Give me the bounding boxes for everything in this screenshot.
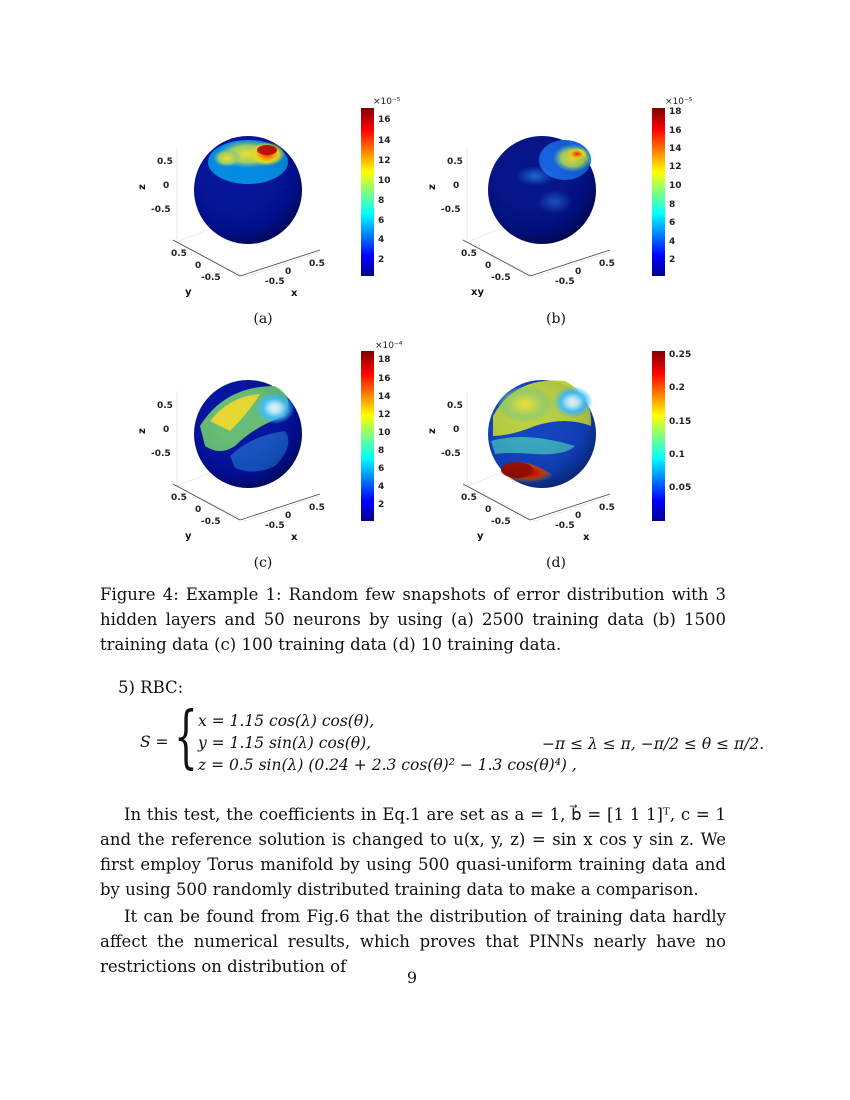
colorbar-tick: 16 bbox=[378, 115, 391, 125]
x-tick: 0.5 bbox=[599, 503, 615, 513]
colorbar-tick: 12 bbox=[378, 410, 391, 420]
colorbar-tick: 10 bbox=[378, 428, 391, 438]
x-tick: -0.5 bbox=[265, 521, 285, 531]
subfigure-label-d: (d) bbox=[546, 555, 566, 571]
colorbar bbox=[361, 108, 374, 276]
page-number: 9 bbox=[406, 968, 418, 987]
x-axis-label: x bbox=[291, 532, 298, 543]
z-tick: 0.5 bbox=[157, 157, 173, 167]
sphere-plot-d bbox=[425, 336, 805, 566]
colorbar bbox=[652, 108, 665, 276]
z-tick: -0.5 bbox=[151, 205, 171, 215]
colorbar-tick: 12 bbox=[378, 156, 391, 166]
equation-line-z: z = 0.5 sin(λ) (0.24 + 2.3 cos(θ)² − 1.3 cos(θ)⁴) , bbox=[198, 756, 577, 774]
x-tick: -0.5 bbox=[265, 277, 285, 287]
z-tick: 0.5 bbox=[447, 401, 463, 411]
colorbar-tick: 10 bbox=[378, 176, 391, 186]
colorbar-tick: 0.2 bbox=[669, 383, 685, 393]
z-axis-label: z bbox=[427, 428, 438, 434]
x-axis-label: x bbox=[583, 532, 590, 543]
colorbar-tick: 16 bbox=[669, 126, 682, 136]
body-paragraph-1: In this test, the coefficients in Eq.1 are set as a = 1, b⃗ = [1 1 1]ᵀ, c = 1 and the reference solution is changed to u(x, y, z) = sin x cos y sin z. We first employ Torus manifold by using 500 quasi-uniform training data and by using 500 randomly distributed training data to make a comparison. bbox=[100, 805, 726, 899]
y-tick: -0.5 bbox=[491, 273, 511, 283]
equation-line-y: y = 1.15 sin(λ) cos(θ), bbox=[198, 734, 372, 752]
figure-panel-b bbox=[425, 92, 805, 322]
z-tick: 0 bbox=[453, 425, 460, 435]
y-tick: 0.5 bbox=[461, 249, 477, 259]
z-tick: -0.5 bbox=[151, 449, 171, 459]
z-tick: 0 bbox=[163, 181, 170, 191]
colorbar-tick: 0.25 bbox=[669, 350, 692, 360]
colorbar-tick: 4 bbox=[378, 235, 385, 245]
colorbar-tick: 6 bbox=[378, 216, 385, 226]
figure-caption: Figure 4: Example 1: Random few snapshots of error distribution with 3 hidden layers and 50 neurons by using (a) 2500 training data (b) 1500 training data (c) 100 training data (d) 10 training data. bbox=[100, 585, 726, 654]
y-axis-label: y bbox=[185, 531, 192, 542]
equation-lhs: S = bbox=[140, 733, 169, 751]
x-tick: -0.5 bbox=[555, 521, 575, 531]
z-tick: -0.5 bbox=[441, 205, 461, 215]
colorbar-tick: 18 bbox=[669, 107, 682, 117]
colorbar-exponent: ×10⁻⁴ bbox=[375, 341, 403, 351]
colorbar-tick: 6 bbox=[378, 464, 385, 474]
x-tick: 0 bbox=[575, 511, 582, 521]
colorbar-tick: 4 bbox=[378, 482, 385, 492]
x-tick: -0.5 bbox=[555, 277, 575, 287]
z-axis-label: z bbox=[137, 184, 148, 190]
colorbar-tick: 0.05 bbox=[669, 483, 692, 493]
colorbar-tick: 18 bbox=[378, 355, 391, 365]
colorbar-tick: 4 bbox=[669, 237, 676, 247]
colorbar-tick: 2 bbox=[378, 500, 385, 510]
x-tick: 0 bbox=[285, 511, 292, 521]
x-tick: 0 bbox=[285, 267, 292, 277]
section-item-label: 5) RBC: bbox=[118, 678, 184, 697]
x-axis-label: x bbox=[291, 288, 298, 299]
equation-block bbox=[140, 698, 765, 780]
y-tick: 0 bbox=[195, 505, 202, 515]
z-tick: 0 bbox=[163, 425, 170, 435]
colorbar-tick: 14 bbox=[378, 136, 391, 146]
figure-panel-d bbox=[425, 336, 805, 566]
y-tick: -0.5 bbox=[491, 517, 511, 527]
z-tick: 0.5 bbox=[157, 401, 173, 411]
z-tick: -0.5 bbox=[441, 449, 461, 459]
z-tick: 0 bbox=[453, 181, 460, 191]
y-tick: 0 bbox=[485, 261, 492, 271]
y-tick: -0.5 bbox=[201, 273, 221, 283]
equation-range: −π ≤ λ ≤ π, −π/2 ≤ θ ≤ π/2. bbox=[542, 735, 765, 753]
colorbar-tick: 14 bbox=[669, 144, 682, 154]
colorbar bbox=[652, 351, 665, 521]
body-paragraph-2: It can be found from Fig.6 that the distribution of training data hardly affect the numerical results, which proves that PINNs nearly have no restrictions on distribution of bbox=[100, 907, 726, 976]
colorbar-tick: 2 bbox=[378, 255, 385, 265]
colorbar-exponent: ×10⁻⁵ bbox=[665, 97, 693, 107]
z-tick: 0.5 bbox=[447, 157, 463, 167]
x-tick: 0.5 bbox=[599, 259, 615, 269]
y-tick: 0.5 bbox=[461, 493, 477, 503]
colorbar-tick: 2 bbox=[669, 255, 676, 265]
z-axis-label: z bbox=[427, 184, 438, 190]
equation-brace: { bbox=[174, 698, 198, 777]
y-tick: -0.5 bbox=[201, 517, 221, 527]
subfigure-label-c: (c) bbox=[253, 555, 273, 571]
colorbar-tick: 10 bbox=[669, 181, 682, 191]
colorbar-tick: 16 bbox=[378, 374, 391, 384]
x-tick: 0 bbox=[575, 267, 582, 277]
colorbar-exponent: ×10⁻⁵ bbox=[373, 97, 401, 107]
subfigure-label-b: (b) bbox=[546, 311, 566, 327]
subfigure-label-a: (a) bbox=[253, 311, 273, 327]
colorbar-tick: 8 bbox=[378, 446, 385, 456]
colorbar-tick: 0.15 bbox=[669, 417, 692, 427]
colorbar bbox=[361, 351, 374, 521]
y-tick: 0 bbox=[485, 505, 492, 515]
y-axis-label: y bbox=[477, 531, 484, 542]
colorbar-tick: 14 bbox=[378, 392, 391, 402]
depth-axis-label: xy bbox=[471, 287, 484, 298]
z-axis-label: z bbox=[137, 428, 148, 434]
y-tick: 0.5 bbox=[171, 249, 187, 259]
x-tick: 0.5 bbox=[309, 259, 325, 269]
colorbar-tick: 8 bbox=[669, 200, 676, 210]
y-tick: 0.5 bbox=[171, 493, 187, 503]
y-axis-label: y bbox=[185, 287, 192, 298]
equation-line-x: x = 1.15 cos(λ) cos(θ), bbox=[198, 712, 375, 730]
sphere-plot-b bbox=[425, 92, 805, 322]
x-tick: 0.5 bbox=[309, 503, 325, 513]
colorbar-tick: 0.1 bbox=[669, 450, 685, 460]
colorbar-tick: 8 bbox=[378, 196, 385, 206]
y-tick: 0 bbox=[195, 261, 202, 271]
colorbar-tick: 6 bbox=[669, 218, 676, 228]
colorbar-tick: 12 bbox=[669, 162, 682, 172]
